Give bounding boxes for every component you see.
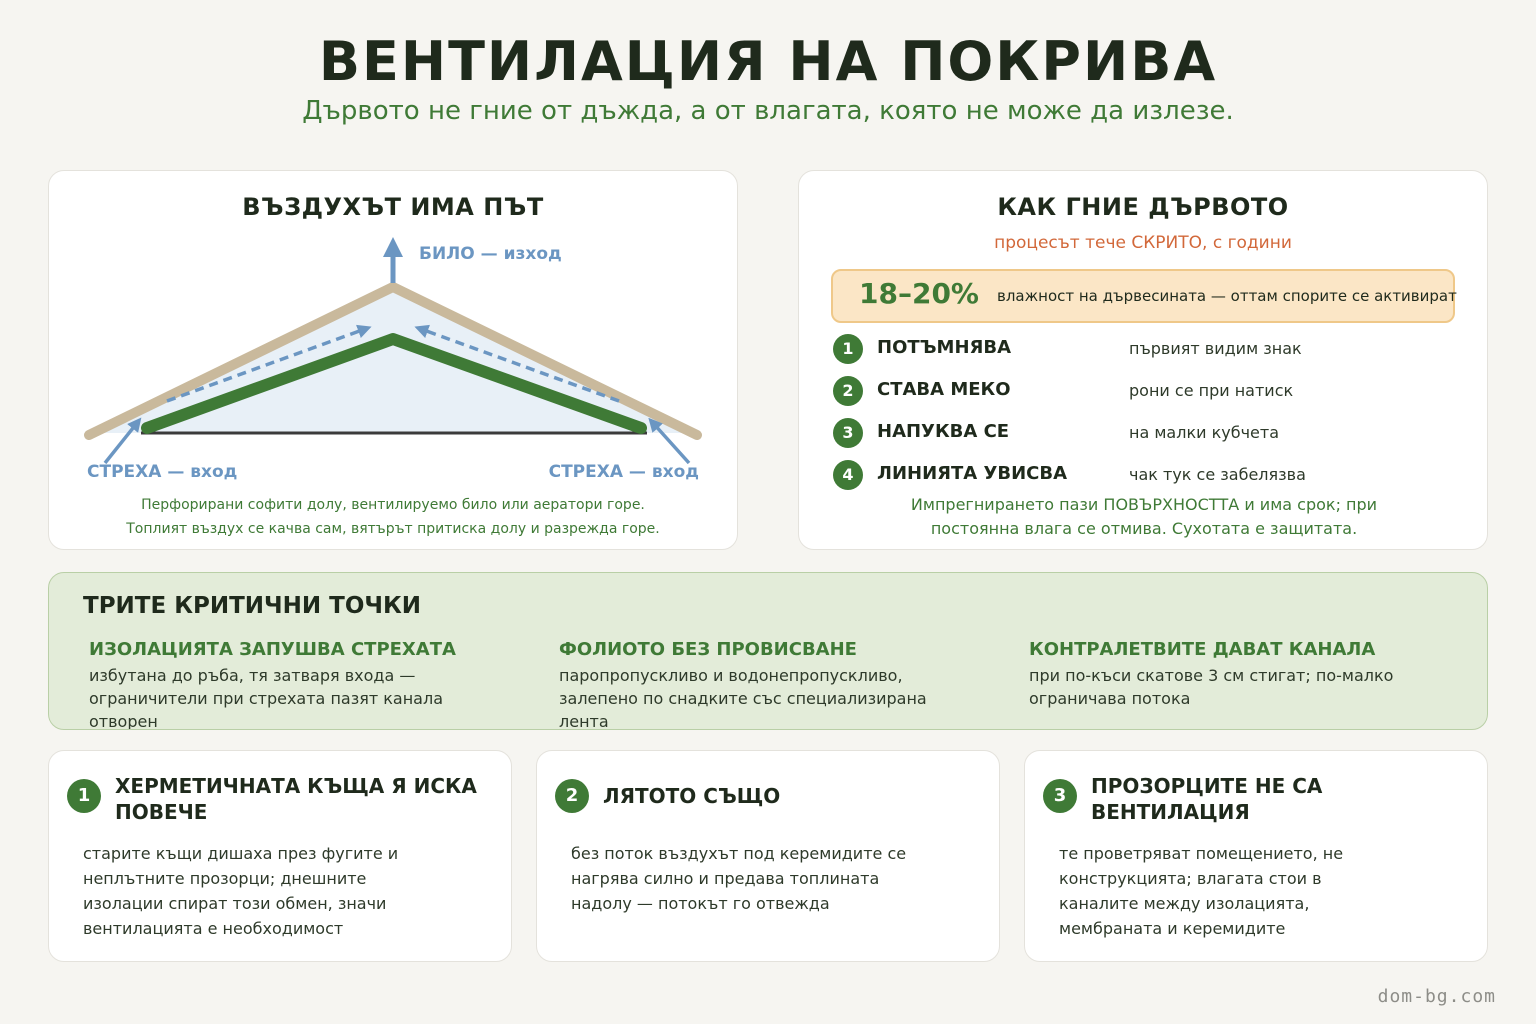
step-description: чак тук се забелязва: [1129, 465, 1306, 484]
critical-point-text: при по-къси скатове 3 см стигат; по-малко ограничава потока: [1029, 666, 1394, 708]
rot-step: [831, 375, 1471, 405]
card-title: ПРОЗОРЦИТЕ НЕ СА ВЕНТИЛАЦИЯ: [1091, 774, 1323, 824]
card-text: старите къщи дишаха през фугите и неплътните прозорци; днешните изолации спират този обмен, значи вентилацията е необходимост: [83, 844, 399, 938]
rot-step: [831, 459, 1471, 489]
rot-note-line-2: постоянна влага се отмива. Сухотата е защитата.: [930, 519, 1358, 538]
step-title: ПОТЪМНЯВА: [877, 337, 1012, 358]
step-description: първият видим знак: [1129, 339, 1302, 358]
critical-points-title: ТРИТЕ КРИТИЧНИ ТОЧКИ: [83, 593, 422, 619]
critical-point-title: КОНТРАЛЕТВИТЕ ДАВАТ КАНАЛА: [1029, 639, 1376, 660]
eave-right-label: СТРЕХА — вход: [548, 462, 699, 482]
card-number-badge: 1: [67, 779, 101, 813]
card-number-badge: 2: [555, 779, 589, 813]
card-title: ЛЯТОТО СЪЩО: [603, 784, 781, 808]
step-number-badge: 1: [833, 334, 863, 364]
air-path-card: [48, 170, 738, 550]
air-note-line-2: Топлият въздух се качва сам, вятърът притиска долу и разрежда горе.: [126, 521, 660, 537]
critical-point-title: ИЗОЛАЦИЯТА ЗАПУШВА СТРЕХАТА: [89, 639, 456, 660]
card-number-badge: 3: [1043, 779, 1077, 813]
info-card: [48, 750, 512, 962]
step-title: НАПУКВА СЕ: [877, 421, 1010, 442]
card-text: без поток въздухът под керемидите се нагрява силно и предава топлината надолу — потокът го отвежда: [571, 844, 907, 913]
card-text: те проветряват помещението, не конструкцията; влагата стои в каналите между изолацията, мембраната и керемидите: [1059, 844, 1344, 938]
critical-point: [559, 639, 979, 730]
moisture-value: 18–20%: [859, 277, 979, 310]
step-description: рони се при натиск: [1129, 381, 1294, 400]
step-description: на малки кубчета: [1129, 423, 1280, 442]
air-note-line-1: Перфорирани софити долу, вентилируемо било или аератори горе.: [141, 497, 645, 513]
step-number-badge: 3: [833, 418, 863, 448]
critical-point-text: паропропускливо и водонепропускливо, залепено по снадките със специализирана лента: [559, 666, 927, 730]
info-card: [536, 750, 1000, 962]
critical-points-panel: [48, 572, 1488, 730]
wood-rot-card: [798, 170, 1488, 550]
rot-step: [831, 333, 1471, 363]
card-title: ХЕРМЕТИЧНАТА КЪЩА Я ИСКА ПОВЕЧЕ: [115, 774, 477, 824]
step-number-badge: 2: [833, 376, 863, 406]
moisture-text: влажност на дървесината — оттам спорите се активират: [997, 287, 1457, 305]
critical-point-text: избутана до ръба, тя затваря входа — ограничители при стрехата пазят канала отворен: [89, 666, 444, 730]
critical-point-title: ФОЛИОТО БЕЗ ПРОВИСВАНЕ: [559, 639, 857, 660]
critical-point: [1029, 639, 1449, 710]
info-card: [1024, 750, 1488, 962]
page-title: ВЕНТИЛАЦИЯ НА ПОКРИВА: [318, 30, 1218, 93]
moisture-threshold-box: [831, 269, 1455, 323]
step-title: ЛИНИЯТА УВИСВА: [877, 463, 1068, 484]
eave-left-label: СТРЕХА — вход: [87, 462, 238, 482]
step-number-badge: 4: [833, 460, 863, 490]
ridge-label: БИЛО — изход: [419, 244, 562, 264]
rot-step: [831, 417, 1471, 447]
rot-note-line-1: Импрегнирането пази ПОВЪРХНОСТТА и има срок; при: [910, 495, 1378, 514]
air-path-title: ВЪЗДУХЪТ ИМА ПЪТ: [242, 193, 544, 221]
wood-rot-subtitle: процесът тече СКРИТО, с години: [994, 233, 1292, 253]
page-subtitle: Дървото не гние от дъжда, а от влагата, която не може да излезе.: [302, 96, 1234, 126]
wood-rot-title: КАК ГНИЕ ДЪРВОТО: [997, 193, 1289, 221]
site-footer[interactable]: dom-bg.com: [1377, 986, 1496, 1007]
critical-point: [89, 639, 509, 730]
step-title: СТАВА МЕКО: [877, 379, 1011, 400]
